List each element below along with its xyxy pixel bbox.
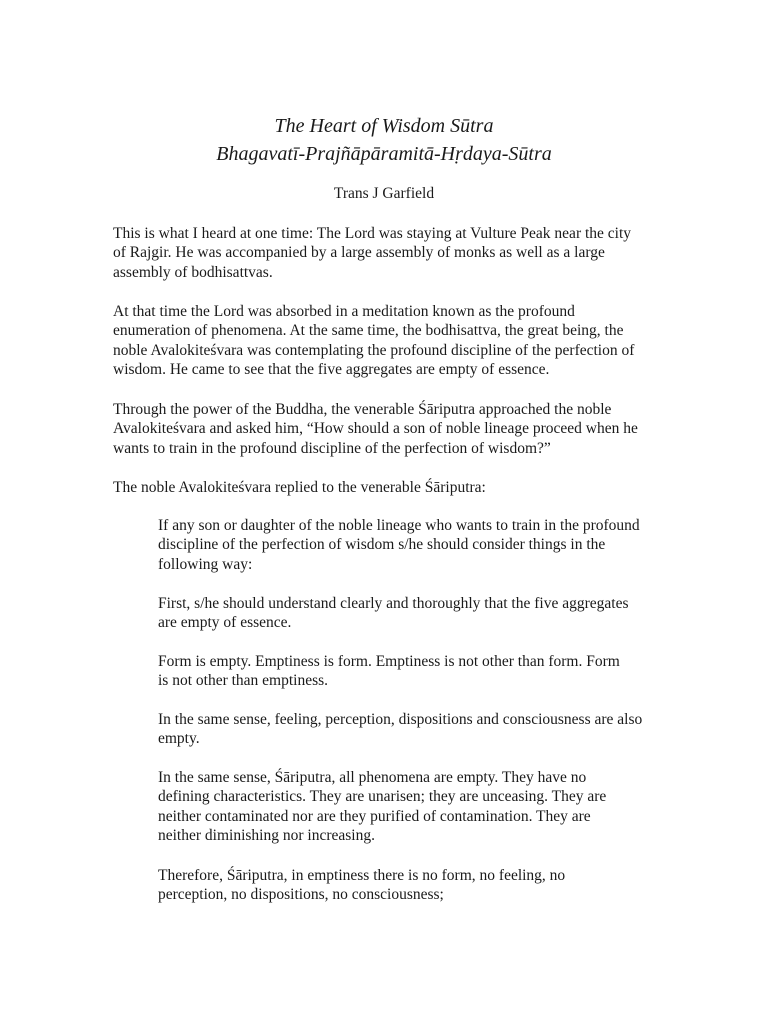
text-line: neither contaminated nor are they purified of contamination. They are (158, 807, 591, 825)
paragraph-indented-form (158, 652, 620, 691)
text-line: is not other than emptiness. (158, 672, 329, 690)
text-line: neither diminishing nor increasing. (158, 826, 375, 844)
text-line: defining characteristics. They are unarisen; they are unceasing. They are (158, 788, 607, 806)
text-line: If any son or daughter of the noble lineage who wants to train in the profound (158, 517, 640, 534)
text-line: In the same sense, Śāriputra, all phenomena are empty. They have no (158, 769, 587, 786)
paragraph-reply-intro (113, 478, 486, 497)
text-line: This is what I heard at one time: The Lord was staying at Vulture Peak near the city (113, 225, 632, 242)
translator-credit: Trans J Garfield (333, 185, 435, 202)
text-line: Through the power of the Buddha, the venerable Śāriputra approached the noble (113, 401, 612, 418)
text-line: Avalokiteśvara and asked him, “How should a son of noble lineage proceed when he (113, 420, 638, 438)
paragraph-indented-instruction (158, 516, 640, 574)
text-line: empty. (158, 730, 200, 748)
paragraph-indented-aggregates (158, 594, 628, 633)
text-line: In the same sense, feeling, perception, dispositions and consciousness are also (158, 711, 643, 728)
paragraph-meditation (113, 302, 634, 379)
document-title: The Heart of Wisdom Sūtra (274, 115, 494, 137)
text-line: following way: (158, 555, 253, 573)
text-line: Therefore, Śāriputra, in emptiness there is no form, no feeling, no (158, 867, 566, 884)
paragraph-indented-feeling (158, 710, 642, 749)
paragraph-opening (113, 224, 631, 282)
document-subtitle: Bhagavatī-Prajñāpāramitā-Hṛdaya-Sūtra (216, 143, 552, 165)
text-line: discipline of the perfection of wisdom s/he should consider things in the (158, 536, 606, 554)
text-line: The noble Avalokiteśvara replied to the venerable Śāriputra: (113, 479, 486, 496)
text-line: of Rajgir. He was accompanied by a large assembly of monks as well as a large (113, 244, 605, 262)
paragraph-indented-emptiness (158, 866, 565, 905)
text-line: assembly of bodhisattvas. (113, 263, 273, 281)
text-line: wants to train in the profound discipline of the perfection of wisdom?” (113, 439, 551, 457)
paragraph-indented-phenomena (158, 768, 606, 845)
text-line: wisdom. He came to see that the five aggregates are empty of essence. (113, 360, 550, 378)
text-line: noble Avalokiteśvara was contemplating the profound discipline of the perfection of (113, 341, 635, 359)
text-line: perception, no dispositions, no consciousness; (158, 886, 444, 904)
paragraph-question (113, 400, 638, 458)
text-line: At that time the Lord was absorbed in a meditation known as the profound (113, 303, 575, 320)
text-line: enumeration of phenomena. At the same time, the bodhisattva, the great being, the (113, 322, 624, 340)
text-line: First, s/he should understand clearly and thoroughly that the five aggregates (158, 595, 629, 612)
text-line: are empty of essence. (158, 614, 292, 632)
text-line: Form is empty. Emptiness is form. Emptiness is not other than form. Form (158, 653, 620, 670)
